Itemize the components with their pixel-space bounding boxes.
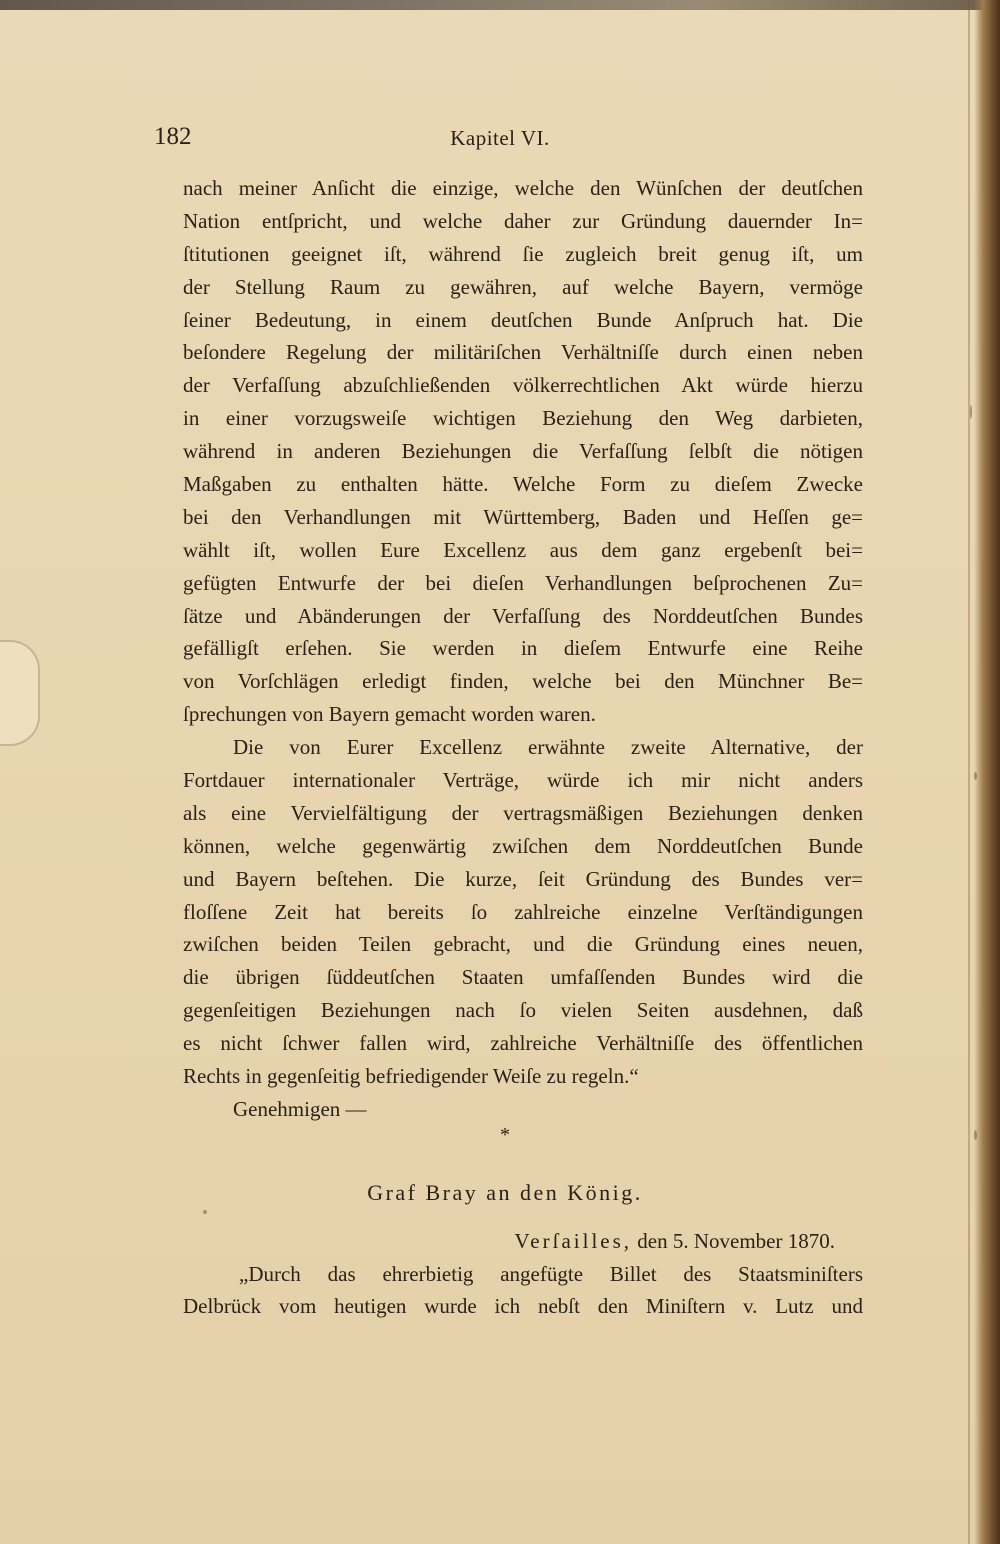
text-line: gegenſeitigen Beziehungen nach ſo vielen Seiten ausdehnen, daß — [183, 998, 863, 1023]
text-line: ſtitutionen geeignet iſt, während ſie zugleich breit genug iſt, um — [183, 241, 863, 266]
text-line: bei den Verhandlungen mit Württemberg, Baden und Heſſen ge= — [183, 504, 863, 529]
dateline-date: den 5. November 1870. — [637, 1229, 835, 1253]
text-line: gefälligſt erſehen. Sie werden in dieſem Entwurfe eine Reihe — [183, 636, 863, 661]
closing-line: Genehmigen — — [233, 1096, 367, 1121]
scan-binding-edge — [974, 0, 1000, 1544]
text-line: gefügten Entwurfe der bei dieſen Verhandlungen beſprochenen Zu= — [183, 570, 863, 595]
body-text — [183, 172, 863, 1126]
letter-text — [183, 1259, 863, 1322]
text-line: der Stellung Raum zu gewähren, auf welche Bayern, vermöge — [183, 274, 863, 299]
text-line: können, welche gegenwärtig zwiſchen dem Norddeutſchen Bunde — [183, 833, 863, 858]
text-line: während in anderen Beziehungen die Verfaſſung ſelbſt die nötigen — [183, 439, 863, 464]
text-line: der Verfaſſung abzuſchließenden völkerrechtlichen Akt würde hierzu — [183, 373, 863, 398]
text-line: Die von Eurer Excellenz erwähnte zweite Alternative, der — [233, 735, 863, 760]
running-head: Kapitel VI. — [450, 126, 550, 150]
page-number: 182 — [154, 123, 192, 150]
text-line: als eine Vervielfältigung der vertragsmäßigen Beziehungen denken — [183, 800, 863, 825]
text-line: ſprechungen von Bayern gemacht worden waren. — [183, 702, 596, 727]
text-line: und Bayern beſtehen. Die kurze, ſeit Gründung des Bundes ver= — [183, 866, 863, 891]
section-separator: * — [500, 1124, 510, 1146]
text-line: Nation entſpricht, und welche daher zur Gründung dauernder In= — [183, 208, 863, 233]
text-line: beſondere Regelung der militäriſchen Verhältniſſe durch einen neben — [183, 340, 863, 365]
text-line: Fortdauer internationaler Verträge, würde ich mir nicht anders — [183, 768, 863, 793]
text-line: Maßgaben zu enthalten hätte. Welche Form zu dieſem Zwecke — [183, 472, 863, 497]
dateline — [425, 1225, 835, 1257]
paper-speck — [974, 772, 977, 780]
text-line: ſeiner Bedeutung, in einem deutſchen Bunde Anſpruch hat. Die — [183, 307, 863, 332]
text-line: wählt iſt, wollen Eure Excellenz aus dem ganz ergebenſt bei= — [183, 537, 863, 562]
paper-speck — [974, 1130, 977, 1140]
letter-heading: Graf Bray an den König. — [367, 1180, 643, 1205]
dateline-place: Verſailles, — [514, 1229, 633, 1253]
text-line: „Durch das ehrerbietig angefügte Billet des Staatsminiſters — [239, 1262, 863, 1286]
paper-speck — [970, 405, 972, 419]
paper-speck — [203, 1210, 207, 1214]
binding-fold-line — [968, 0, 970, 1544]
text-line: Delbrück vom heutigen wurde ich nebſt den Miniſtern v. Lutz und — [183, 1293, 863, 1318]
text-line: ſätze und Abänderungen der Verfaſſung des Norddeutſchen Bundes — [183, 603, 863, 628]
text-line: zwiſchen beiden Teilen gebracht, und die Gründung eines neuen, — [183, 932, 863, 957]
text-line: die übrigen ſüddeutſchen Staaten umfaſſenden Bundes wird die — [183, 965, 863, 990]
text-line: floſſene Zeit hat bereits ſo zahlreiche einzelne Verſtändigungen — [183, 899, 863, 924]
page-clip-mark — [0, 640, 40, 746]
text-line: nach meiner Anſicht die einzige, welche den Wünſchen der deutſchen — [183, 176, 863, 200]
text-line: Rechts in gegenſeitig befriedigender Weiſe zu regeln.“ — [183, 1064, 639, 1089]
text-line: es nicht ſchwer fallen wird, zahlreiche Verhältniſſe des öffentlichen — [183, 1031, 863, 1056]
scan-top-edge — [0, 0, 1000, 10]
text-line: von Vorſchlägen erledigt finden, welche bei den Münchner Be= — [183, 669, 863, 694]
text-line: in einer vorzugsweiſe wichtigen Beziehung den Weg darbieten, — [183, 406, 863, 431]
